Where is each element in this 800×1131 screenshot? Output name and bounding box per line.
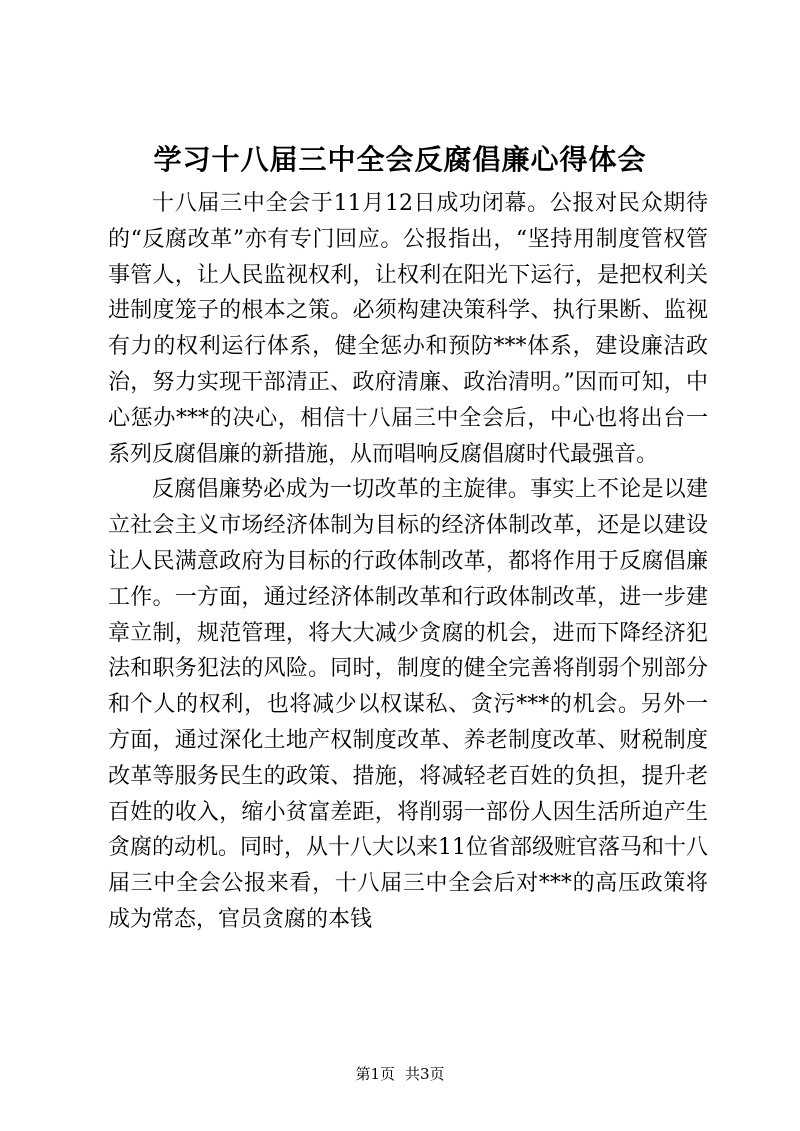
document-title: 学习十八届三中全会反腐倡廉心得体会 — [153, 143, 647, 176]
page-footer — [0, 1064, 800, 1084]
page-number: 第1页 — [355, 1065, 395, 1083]
page-total: 共3页 — [405, 1065, 445, 1083]
paragraph-1: 十八届三中全会于11月12日成功闭幕。公报对民众期待的“反腐改革”亦有专门回应。公报指出，“坚持用制度管权管事管人，让人民监视权利，让权利在阳光下运行，是把权利关进制度笼子的根本之策。必须构建决策科学、执行果断、监视有力的权利运行体系，健全惩办和预防***体系，建设廉洁政治，努力实现干部清正、政府清廉、政治清明。”因而可知，中心惩办***的决心，相信十八届三中全会后，中心也将出台一系列反腐倡廉的新措施，从而唱响反腐倡腐时代最强音。 — [108, 191, 708, 467]
paragraph-2: 反腐倡廉势必成为一切改革的主旋律。事实上不论是以建立社会主义市场经济体制为目标的经济体制改革，还是以建设让人民满意政府为目标的行政体制改革，都将作用于反腐倡廉工作。一方面，通过经济体制改革和行政体制改革，进一步建章立制，规范管理，将大大减少贪腐的机会，进而下降经济犯法和职务犯法的风险。同时，制度的健全完善将削弱个别部分和个人的权利，也将减少以权谋私、贪污***的机会。另外一方面，通过深化土地产权制度改革、养老制度改革、财税制度改革等服务民生的政策、措施，将减轻老百姓的负担，提升老百姓的收入，缩小贫富差距，将削弱一部份人因生活所迫产生贪腐的动机。同时，从十八大以来11位省部级赃官落马和十八届三中全会公报来看，十八届三中全会后对***的高压政策将成为常态，官员贪腐的本钱 — [108, 477, 708, 932]
document-body — [108, 186, 708, 938]
